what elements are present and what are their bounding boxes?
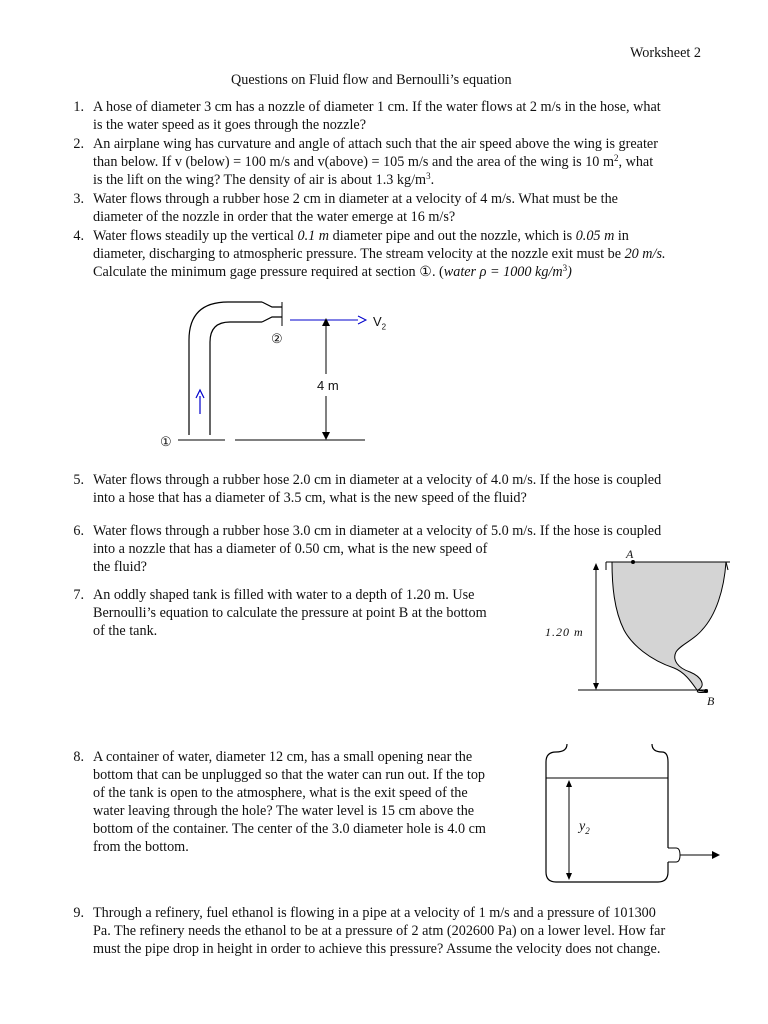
question-number: 9. [73, 905, 84, 921]
page-title: Questions on Fluid flow and Bernoulli’s equation [231, 72, 512, 88]
y2-label: $y_2$ [579, 819, 590, 836]
point-a-label: A [626, 547, 634, 561]
question-line: from the bottom. [93, 839, 189, 855]
depth-label: 1.20 m [545, 625, 584, 639]
question-number: 7. [73, 587, 84, 603]
question-number: 3. [73, 191, 84, 207]
question-line: diameter, discharging to atmospheric pressure. The stream velocity at the nozzle exit must be 20 m/s. [93, 246, 666, 262]
question-line: of the tank is open to the atmosphere, what is the exit speed of the [93, 785, 468, 801]
question-line: Bernoulli’s equation to calculate the pressure at point B at the bottom [93, 605, 487, 621]
question-line: bottom of the container. The center of the 3.0 diameter hole is 4.0 cm [93, 821, 486, 837]
question-line: into a hose that has a diameter of 3.5 cm, what is the new speed of the fluid? [93, 490, 527, 506]
section-2-marker: ② [271, 331, 283, 346]
worksheet-label: Worksheet 2 [630, 45, 701, 61]
question-number: 1. [73, 99, 84, 115]
question-number: 5. [73, 472, 84, 488]
height-label: 4 m [317, 378, 339, 393]
question-line: An oddly shaped tank is filled with water to a depth of 1.20 m. Use [93, 587, 475, 603]
question-line: must the pipe drop in height in order to achieve this pressure? Assume the velocity does not change. [93, 941, 661, 957]
question-line: than below. If v (below) = 100 m/s and v(above) = 105 m/s and the area of the wing is 10 $m^2$, what [93, 153, 654, 170]
question-line: diameter of the nozzle in order that the water emerge at 16 m/s? [93, 209, 456, 225]
question-line: A hose of diameter 3 cm has a nozzle of diameter 1 cm. If the water flows at 2 m/s in the hose, what [93, 99, 661, 115]
question-line: An airplane wing has curvature and angle of attach such that the air speed above the wing is greater [93, 136, 658, 152]
hole-spout [668, 848, 680, 862]
question-number: 4. [73, 228, 84, 244]
question-line: of the tank. [93, 623, 158, 639]
question-line: Water flows steadily up the vertical 0.1 m diameter pipe and out the nozzle, which is 0.05 m in [93, 228, 629, 244]
y2-arrow-down [566, 873, 572, 880]
question-line: is the lift on the wing? The density of air is about 1.3 $kg/m^3$. [93, 171, 435, 188]
container-left-wall [546, 744, 567, 882]
question-line: into a nozzle that has a diameter of 0.50 cm, what is the new speed of [93, 541, 488, 557]
exit-arrow-head [712, 851, 720, 859]
container-right-wall [652, 744, 668, 882]
question-line: Water flows through a rubber hose 3.0 cm in diameter at a velocity of 5.0 m/s. If the hose is coupled [93, 523, 662, 539]
question-line: Water flows through a rubber hose 2 cm in diameter at a velocity of 4 m/s. What must be the [93, 191, 618, 207]
point-b-label: B [707, 694, 715, 708]
section-1-marker: ① [160, 434, 172, 449]
question-line: water leaving through the hole? The water level is 15 cm above the [93, 803, 475, 819]
question-line: Water flows through a rubber hose 2.0 cm in diameter at a velocity of 4.0 m/s. If the hose is coupled [93, 472, 662, 488]
v2-label: $V_2$ [373, 314, 387, 332]
question-line: Pa. The refinery needs the ethanol to be at a pressure of 2 atm (202600 Pa) on a lower level. How far [93, 923, 666, 939]
question-line: A container of water, diameter 12 cm, has a small opening near the [93, 749, 473, 765]
question-line: the fluid? [93, 559, 147, 575]
question-line: Calculate the minimum gage pressure required at section ①. (water ρ = 1000 $kg/m^3$) [93, 263, 572, 280]
question-number: 8. [73, 749, 84, 765]
y2-arrow-up [566, 780, 572, 787]
question-line: bottom that can be unplugged so that the water can run out. If the top [93, 767, 486, 783]
question-number: 2. [73, 136, 84, 152]
question-number: 6. [73, 523, 84, 539]
question-line: Through a refinery, fuel ethanol is flowing in a pipe at a velocity of 1 m/s and a pressure of 101300 [93, 905, 656, 921]
question-line: is the water speed as it goes through the nozzle? [93, 117, 367, 133]
